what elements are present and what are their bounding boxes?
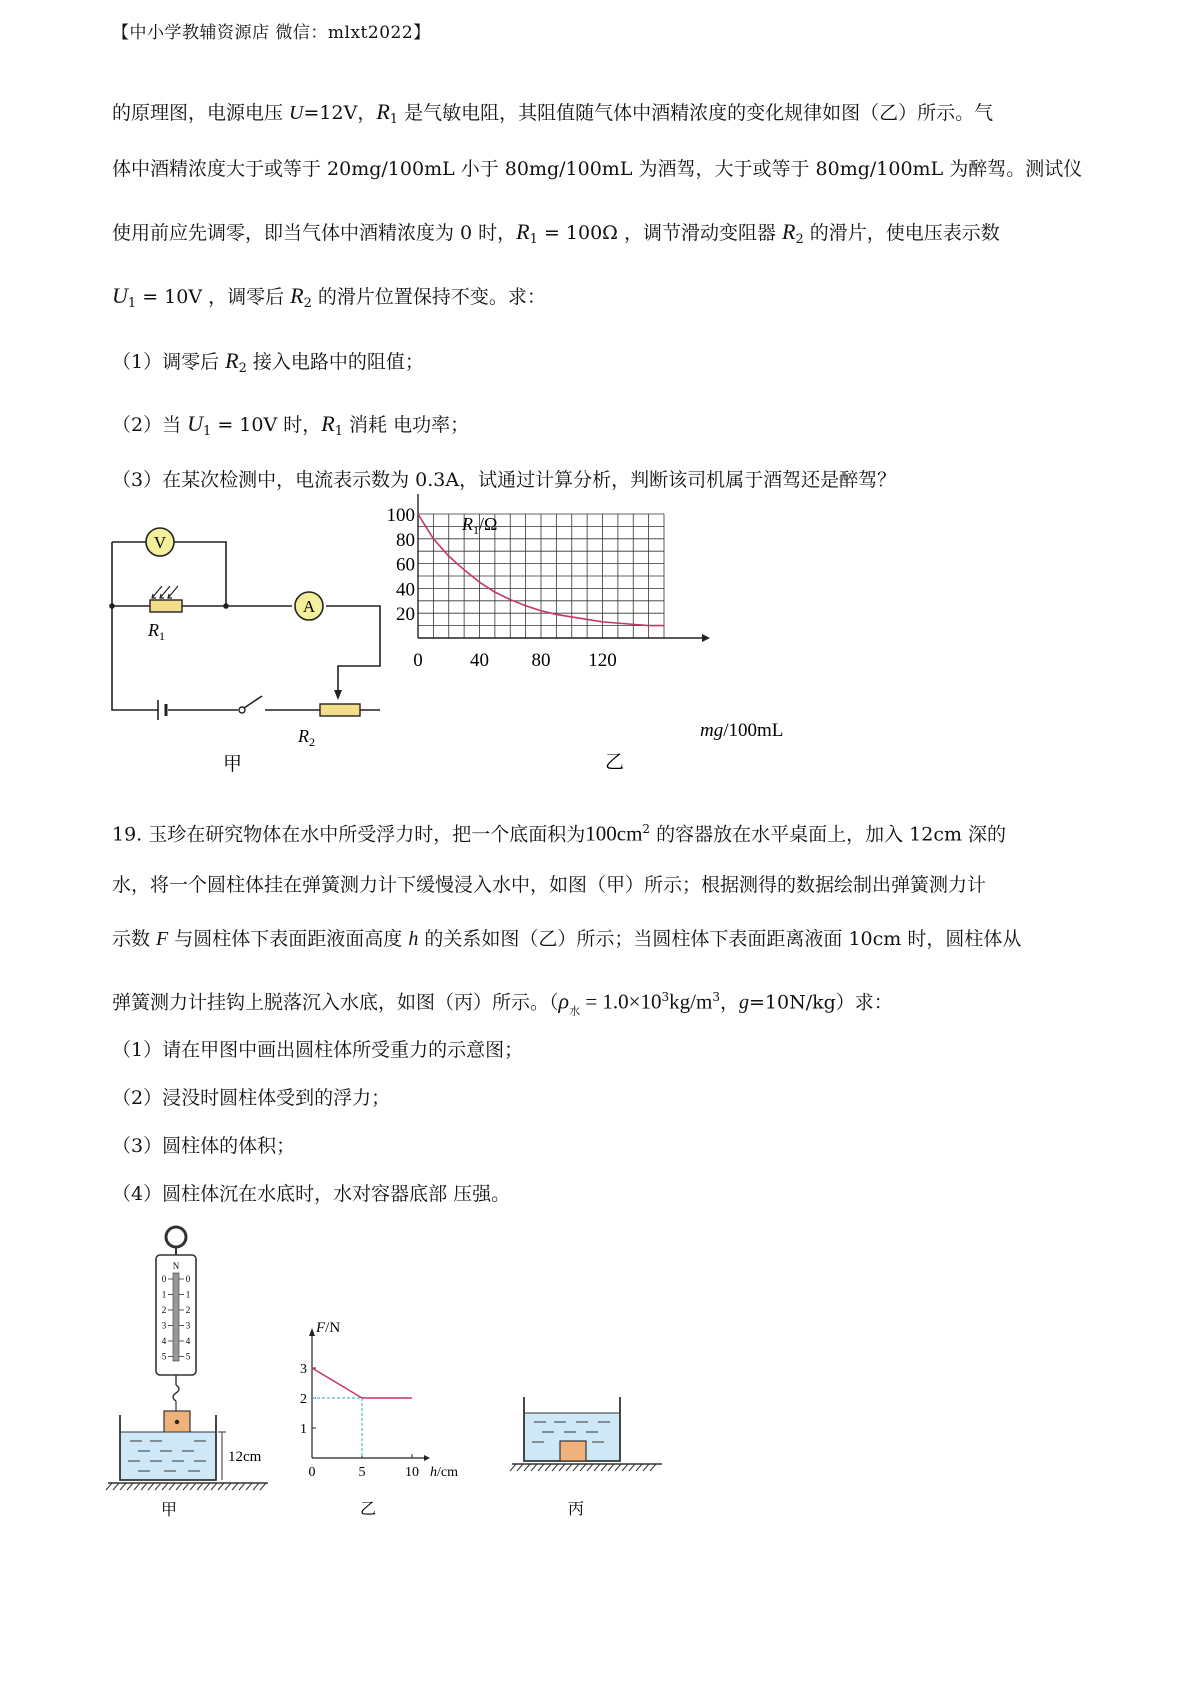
scale-spring xyxy=(173,1273,179,1361)
depth-label: 12cm xyxy=(228,1449,262,1465)
hatch-line xyxy=(141,1483,147,1490)
y-tick-label: 20 xyxy=(396,604,415,626)
hatch-line xyxy=(225,1483,231,1490)
hatch-line xyxy=(211,1483,217,1490)
hatch-line xyxy=(260,1483,266,1490)
hatch-line xyxy=(601,1464,607,1471)
hatch-line xyxy=(587,1464,593,1471)
scale-hook-icon xyxy=(173,1385,179,1401)
hatch-line xyxy=(169,1483,175,1490)
r1-resistor xyxy=(150,600,182,612)
force-curve xyxy=(312,1368,412,1398)
hatch-line xyxy=(538,1464,544,1471)
scale-ring-icon xyxy=(166,1227,186,1247)
hatch-line xyxy=(510,1464,516,1471)
q19-sub-1: （1）请在甲图中画出圆柱体所受重力的示意图； xyxy=(112,1039,524,1061)
hatch-line xyxy=(253,1483,259,1490)
hatch-line xyxy=(106,1483,112,1490)
hatch-line xyxy=(615,1464,621,1471)
hatch-line xyxy=(176,1483,182,1490)
x-tick-label: 5 xyxy=(358,1465,366,1480)
scale-unit: N xyxy=(172,1261,180,1271)
hatch-line xyxy=(120,1483,126,1490)
q18-line-1: 的原理图，电源电压 U=12V，$R_1$ 是气敏电阻，其阻值随气体中酒精浓度的变化规律如图（乙）所示。气 xyxy=(112,99,994,127)
scale-tick-label-left: 4 xyxy=(161,1336,167,1346)
hatch-line xyxy=(148,1483,154,1490)
x-tick-label: 0 xyxy=(308,1465,316,1480)
scale-tick-label-right: 3 xyxy=(185,1320,191,1331)
hatch-line xyxy=(517,1464,523,1471)
hatch-line xyxy=(183,1483,189,1490)
scale-tick-label-left: 5 xyxy=(161,1351,167,1362)
y-axis-arrow-icon xyxy=(309,1328,315,1336)
r1-label: $R_1$ xyxy=(148,620,165,643)
chart-caption: 乙 xyxy=(605,752,625,773)
hatch-line xyxy=(545,1464,551,1471)
y-tick-label: 60 xyxy=(396,554,415,576)
scale-tick-label-right: 0 xyxy=(185,1274,191,1284)
x-axis-label: h/cm xyxy=(430,1465,458,1480)
force-depth-chart xyxy=(298,1318,478,1528)
fig19-caption-b: 乙 xyxy=(360,1501,377,1518)
sunk-cylinder-figure xyxy=(512,1395,692,1525)
x-tick-label: 40 xyxy=(470,650,489,671)
hatch-line xyxy=(650,1464,656,1471)
scale-tick-label-left: 0 xyxy=(161,1274,167,1284)
hatch-line xyxy=(636,1464,642,1471)
q18-sub-2: （2）当 $U_1 = 10V$ 时，$R_1$ 消耗 电功率； xyxy=(112,411,470,439)
r1-concentration-chart xyxy=(386,505,820,780)
hatch-line xyxy=(134,1483,140,1490)
y-tick-label: 2 xyxy=(300,1392,307,1407)
r2-rheostat xyxy=(320,704,360,716)
hatch-line xyxy=(552,1464,558,1471)
hatch-line xyxy=(218,1483,224,1490)
y-axis-label: F/N xyxy=(316,1320,341,1336)
q19-sub-2: （2）浸没时圆柱体受到的浮力； xyxy=(112,1087,391,1109)
hatch-line xyxy=(566,1464,572,1471)
switch-lever xyxy=(244,696,262,708)
chart-tick-labels xyxy=(300,1362,419,1480)
hatch-line xyxy=(204,1483,210,1490)
r2-label: $R_2$ xyxy=(298,726,315,749)
spring-scale-figure xyxy=(108,1225,308,1525)
hatch-line xyxy=(127,1483,133,1490)
hatch-line xyxy=(155,1483,161,1490)
hatch-line xyxy=(629,1464,635,1471)
scale-tick-label-right: 2 xyxy=(185,1305,191,1315)
x-tick-label: 80 xyxy=(531,650,551,671)
ground-hatch xyxy=(510,1464,656,1471)
hatch-line xyxy=(580,1464,586,1471)
scale-tick-label-left: 3 xyxy=(161,1320,167,1331)
hatch-line xyxy=(197,1483,203,1490)
q18-sub-1: （1）调零后 $R_2$ 接入电路中的阻值； xyxy=(112,348,424,376)
x-tick-label: 0 xyxy=(413,650,423,671)
scale-tick-label-right: 5 xyxy=(185,1351,191,1362)
hatch-line xyxy=(622,1464,628,1471)
x-axis-arrow-icon xyxy=(702,634,710,642)
water xyxy=(120,1432,216,1480)
hatch-line xyxy=(232,1483,238,1490)
hatch-line xyxy=(239,1483,245,1490)
chart-grid xyxy=(418,514,664,638)
y-tick-label: 3 xyxy=(300,1362,307,1377)
y-tick-label: 80 xyxy=(396,529,415,551)
scale-tick-label-right: 4 xyxy=(185,1336,191,1346)
x-tick-label: 120 xyxy=(588,650,617,671)
y-axis-label: $R_1/\Omega$ xyxy=(462,514,498,537)
y-tick-label: 100 xyxy=(386,505,415,526)
q19-line-3: 示数 F 与圆柱体下表面距液面高度 h 的关系如图（乙）所示；当圆柱体下表面距离液面 10cm 时，圆柱体从 xyxy=(112,928,1022,950)
hatch-line xyxy=(246,1483,252,1490)
chart-axes xyxy=(309,1328,430,1461)
cylinder-center-dot xyxy=(175,1420,179,1424)
hatch-line xyxy=(594,1464,600,1471)
voltmeter-label: V xyxy=(153,533,167,552)
ground-hatch xyxy=(106,1483,266,1490)
scale-tick-label-left: 2 xyxy=(161,1305,167,1315)
x-axis-arrow-icon xyxy=(424,1455,430,1461)
y-tick-label: 1 xyxy=(300,1422,307,1437)
hatch-line xyxy=(162,1483,168,1490)
fig19-caption-a: 甲 xyxy=(161,1502,178,1519)
q19-sub-3: （3）圆柱体的体积； xyxy=(112,1135,296,1157)
q19-line-2: 水，将一个圆柱体挂在弹簧测力计下缓慢浸入水中，如图（甲）所示；根据测得的数据绘制出弹簧测力计 xyxy=(112,874,987,896)
cylinder-block xyxy=(560,1441,586,1461)
hatch-line xyxy=(190,1483,196,1490)
x-tick-label: 10 xyxy=(405,1465,419,1480)
q18-line-4: $U_1 = 10V$ ，调零后 $R_2$ 的滑片位置保持不变。求： xyxy=(112,283,546,311)
circuit-caption: 甲 xyxy=(223,754,243,775)
hatch-line xyxy=(531,1464,537,1471)
fig19-caption-c: 丙 xyxy=(568,1501,585,1518)
hatch-line xyxy=(113,1483,119,1490)
scale-tick-label-left: 1 xyxy=(161,1289,167,1300)
hatch-line xyxy=(524,1464,530,1471)
q19-line-1: 19. 玉珍在研究物体在水中所受浮力时，把一个底面积为$100cm^2$ 的容器放在水平桌面上，加入 12cm 深的 xyxy=(112,821,1007,846)
ammeter-label: A xyxy=(302,597,316,616)
hatch-line xyxy=(573,1464,579,1471)
circuit-diagram xyxy=(100,518,400,778)
hatch-line xyxy=(643,1464,649,1471)
q18-sub-3: （3）在某次检测中，电流表示数为 0.3A，试通过计算分析，判断该司机属于酒驾还是醉驾？ xyxy=(112,469,897,491)
x-axis-label: mg/100mL xyxy=(700,720,784,741)
hatch-line xyxy=(559,1464,565,1471)
page-header: 【中小学教辅资源店 微信：mlxt2022】 xyxy=(112,23,431,43)
hatch-line xyxy=(608,1464,614,1471)
q19-sub-4: （4）圆柱体沉在水底时，水对容器底部 压强。 xyxy=(112,1183,511,1205)
slider-arrow-icon xyxy=(334,690,342,700)
q18-line-3: 使用前应先调零，即当气体中酒精浓度为 0 时，$R_1 = 100\Omega$ ，调节滑动变阻器 $R_2$ 的滑片，使电压表示数 xyxy=(112,219,1000,247)
scale-tick-label-right: 1 xyxy=(185,1289,191,1300)
q18-line-2: 体中酒精浓度大于或等于 20mg/100mL 小于 80mg/100mL 为酒驾，大于或等于 80mg/100mL 为醉驾。测试仪 xyxy=(112,158,1083,180)
gas-arrows-icon xyxy=(152,586,178,598)
y-tick-label: 40 xyxy=(396,579,415,601)
q19-line-4: 弹簧测力计挂钩上脱落沉入水底，如图（丙）所示。（$\rho_水 = 1.0\times 10^3kg/m^3$，g=10N/kg）求： xyxy=(112,988,893,1018)
